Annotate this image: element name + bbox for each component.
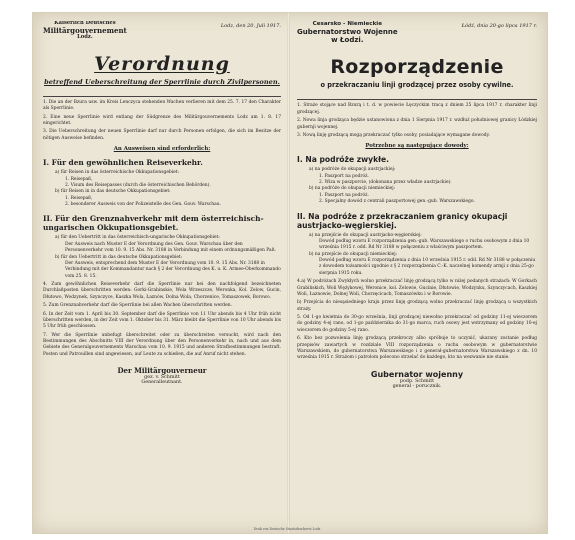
center-fold — [287, 13, 290, 533]
right-para-3: 3. Nową linję grodzącą mogą przekraczać tylko osoby, posiadające wymagane dowody. — [297, 132, 490, 138]
left-signer-name: gez. v. Schmitt — [144, 375, 180, 381]
left-para-6: 6. In der Zeit vom 1. April bis 30. September darf die Sperrlinie von 11 Uhr abends bis 4 Uhr früh nicht überschritten werden, in der Zeit vom 1. Oktober bis 31. März bleibt die Sperrlinie von 10 Uhr abends bis 5 Uhr früh geschlossen. — [43, 311, 281, 330]
right-para-2: 2. Nowa linja grodząca będzie ustanowiona z dnia 1 Sierpnia 1917 r. wzdłuż południowej granicy Łódzkiej gubernji wojennej. — [297, 118, 537, 130]
right-subtitle: o przekraczaniu linji grodzącej przez osoby cywilne. — [320, 81, 514, 90]
right-section-2: II. Na podróże z przekraczaniem granicy okupacji austrjacko-węgierskiej. — [297, 211, 508, 230]
right-sec2-item: Dowód podług wzoru E rozporządzenia gen.-gub. Warszawskiego o ruchu osobowym z dnia 10 września 1915 r. odd. Rd Nr 3188 w połączeniu z właściwym paszportem. — [319, 238, 530, 251]
german-column — [43, 21, 281, 523]
left-ausweis-header: An Ausweisen sind erforderlich: — [113, 146, 211, 153]
left-sec1-item: 1. Reisepaß, — [65, 195, 93, 201]
left-para-3: 3. Die Ueberschreitung der neuen Sperrlinie darf nur durch Personen erfolgen, die sich im Besitze der nötigen Ausweise befinden. — [43, 129, 281, 141]
right-sec1-item: b) na podróże do okupacji niemieckiej: — [309, 186, 396, 192]
right-sec1-item: 2. Specjalny dowód z centrali paszportowej gen.-gub. Warszawskiego. — [319, 199, 475, 205]
left-sec2-item: b) für den Uebertritt in das deutsche Okkupationsgebiet: — [55, 254, 183, 260]
right-sec1-item: 2. Wiza w paszporcie, (dokonana przez władze austrjackie). — [319, 180, 452, 186]
right-issuer-line3: w Łodzi. — [331, 36, 364, 45]
right-dowody-header: Potrzebne są następujące dowody: — [365, 143, 469, 150]
left-para-5: 5. Zum Grenznahverkehr darf die Sperrlinie bei allen Wachen überschritten werden. — [43, 303, 232, 309]
right-para-1: 1. Straże stojące nad Bzurą i t. d. w powiecie Łęczyckim tracą z dniem 25 lipca 1917 r. charakter linji grodzącej. — [297, 103, 537, 115]
left-para-4: 4. Zum gewöhnlichen Reiseverkehr darf die Sperrlinie nur bei den nachfolgend bezeichneten Durchlaßposten überschritten werden: Gorki-Grabinskie, Wola Wrzeszcze, Weronka, Kol. Zelow, Gucin, Dłutowo, Wodzynek, Szynczyce, Kaszka Wola, Łaznów, Dolna Wola, Chorzenice, Tomaszowek, Borowo. — [43, 282, 281, 300]
left-para-2: 2. Eine neue Sperrlinie wird entlang der Südgrenze des Militärgouvernements Lodz am 1. 8. 17 eingerichtet. — [43, 114, 281, 127]
right-issuer-line1: Cesarsko - Niemieckie — [312, 21, 383, 27]
right-signer-name: podp. Schmitt — [399, 378, 435, 384]
left-issuer-line2: Militärgouvernement — [43, 25, 127, 35]
right-sec1-item: 1. Paszport na podróż. — [319, 192, 369, 198]
left-signer: Der Militärgouverneur — [117, 366, 207, 376]
left-signer-rank: Generalleutnant. — [141, 380, 183, 386]
left-sec1-item: a) für Reisen in das österreichische Okkupationsgebiet: — [55, 170, 179, 176]
right-sec2-item: a) na przejście do okupacji austrjacko-węgierskiej: — [309, 232, 422, 238]
right-section-1: I. Na podróże zwykłe. — [297, 155, 390, 165]
right-signer-rank: general - porucznik. — [392, 383, 442, 389]
printer-imprint: Druk von Deutsche Staatsdruckerei Lodz — [253, 527, 321, 531]
left-sec2-item: Der Ausweis nach Muster E der Verordnung des Gen. Gouv. Warschau über den Personenverkehr vom 10. 9. 15 Abs. Nr. 3188 in Verbindung mit einem ordnungsmäßigen Paß. — [65, 241, 276, 254]
right-para-6: 5. Od 1-go kwietnia do 30-go września, linji grodzącej niewolno przekraczać od godziny 11-ej wieczorem do godziny 4-ej rano, od 1-go października do 31-go marca, ruch osowy jest wstrzymany od godziny 10-ej wieczorem do godziny 5-ej rano. — [297, 315, 537, 333]
right-sec1-item: a) na podróże do okupacji austrjackiej: — [309, 167, 396, 173]
left-para-1: 1. Die an der Bzura usw. im Kreis Lenczyca stehenden Wachen verlieren mit dem 25. 7. 17 den Charakter als Sperrlinie. — [43, 99, 281, 112]
right-header — [297, 21, 537, 44]
left-sec1-item: 2. Visum des Reisepasses (durch die österreichischen Behörden). — [65, 182, 211, 188]
right-issuer-line2: Gubernatorstwo Wojenne — [297, 27, 398, 36]
left-issuer-line3: Lodz. — [77, 34, 93, 41]
left-sec1-item: 2. besonderer Ausweis von der Polizeistelle des Gen. Gouv. Warschau. — [65, 202, 221, 208]
left-title: Verordnung — [94, 52, 230, 75]
left-date: Lodz, den 20. Juli 1917. — [220, 23, 281, 29]
right-sec2-item: Dowód podług wzoru E rozporządzenia z dnia 10 września 1915 r. odd. Rd Nr 3188 w połączeniu z dowodem tożsamości zgodnie z § 2 rozporządzenia C.-K. naczelnej komendy armji z dnia 25-go sierpnia 1915 roku. — [319, 258, 536, 276]
left-para-7: 7. Wer die Sperrlinie unbefugt überschreitet oder zu überschreiten versucht, wird nach den Bestimmungen des Abschnitts VIII der Verordnung über den Personenverkehr in, nach und aus dem Gebiete des Generalgouvernements Warschau vom 10. 9. 1915 und anderen Strafbestimmungen bestraft. Posten und Patrouillen sind angewiesen, auf Leute zu schießen, die auf Anruf nicht stehen. — [43, 332, 281, 357]
poster-sheet — [32, 12, 548, 534]
right-date: Łódź, dnia 20-go lipca 1917 r. — [461, 23, 537, 29]
left-issuer — [43, 21, 127, 41]
left-header — [43, 21, 281, 41]
right-signer: Gubernator wojenny — [370, 369, 464, 379]
right-sec1-item: 1. Paszport na podróż. — [319, 173, 369, 179]
left-subtitle: betreffend Ueberschreitung der Sperrlinie durch Zivilpersonen. — [44, 77, 280, 86]
right-para-4: 4.a) W podróżach Zwykłych wolno przekraczać linję grodzącą tylko w niżej podanych strażach: W Gorkach Grabińskich, Woli Wężykowej, Weronice, kol. Zelowie, Gucinie, Dłutowie, Wodzynku, Szynczycach, Kaszkiej Woli, Łaznowie, Dolnej Woli, Chorzęcicach, Tomaszówku i w Borowie. — [297, 279, 537, 297]
right-para-5: b) Przejścia do niesąsiedniego kraju przez linję grodzącą wolno przekraczać linję grodzącą u wszystkich straży. — [297, 300, 537, 312]
left-sec2-item: Der Ausweis, entsprechend dem Muster E der Verordnung vom 10. 9. 15 Abs. Nr. 3188 in Verbindung mit der Kommandantur nach § 2 der Verordnung des K. u. K. Armee-Oberkommando vom 25. 8. 15. — [65, 260, 281, 279]
right-title: Rozporządzenie — [330, 56, 504, 79]
left-issuer-line1: Kaiserlich Deutsches — [54, 21, 116, 26]
right-sec2-item: b) na przejście do okupacji niemieckiej: — [309, 251, 398, 257]
polish-column — [297, 21, 537, 523]
left-sec1-item: 1. Reisepaß, — [65, 176, 93, 182]
left-sec1-item: b) für Reisen in in das deutsche Okkupationsgebiet: — [55, 189, 171, 195]
left-sec2-item: a) für den Uebertritt in das österreichisch-ungarische Okkupationsgebiet: — [55, 235, 220, 241]
right-issuer — [297, 21, 398, 44]
left-section-2: II. Für den Grenznahverkehr mit dem österreichisch-ungarischen Okkupationsgebiet. — [43, 214, 264, 233]
right-para-7: 6. Kto bez pozwolenia linję grodzącą przekroczy albo spróbuje to uczynić, ukarany zostanie podług przepisów zawartych w rozdziale VIII rozporządzenia o ruchu osobowym w gubernatorstwie Warszawskiem, do gubernatorstwa Warszawskiego i z generał-gubernatorstwa Warszawskiego z dn. 10 września 1915 r. Strażom i patrolom polecono strzelać do każdego, kto na wezwanie nie stanie. — [297, 336, 537, 361]
left-section-1: I. Für den gewöhnlichen Reiseverkehr. — [43, 158, 203, 168]
